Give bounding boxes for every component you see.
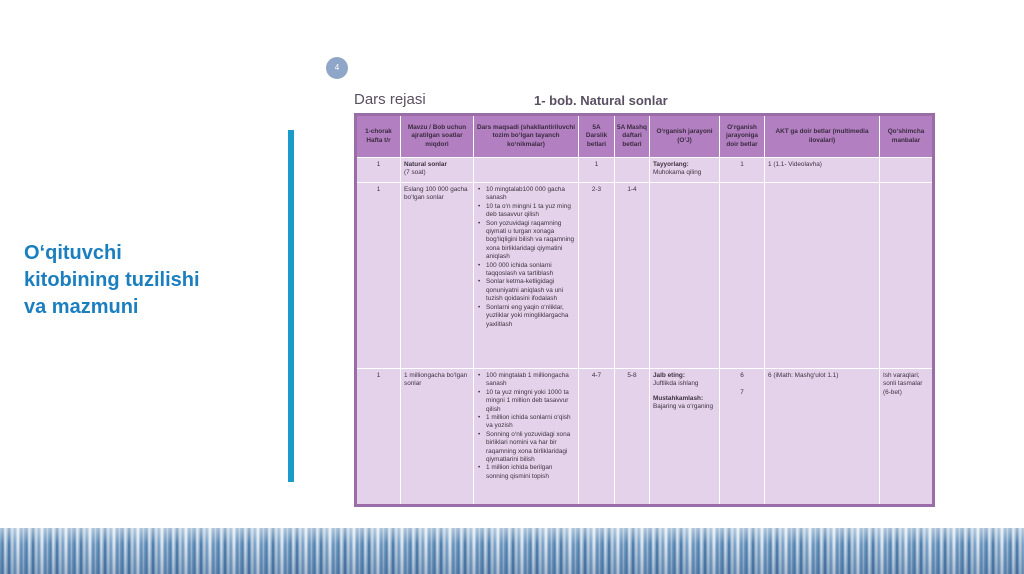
process-pages-cell: 1 [720, 158, 765, 183]
slide-title-line: va mazmuni [24, 296, 139, 318]
goal-item: • 1 million ichida sonlarni o‘qish va yozish [477, 414, 575, 431]
column-header: 1-chorak Hafta t/r [356, 115, 401, 158]
goals-list [477, 372, 575, 481]
week-cell: 1 [356, 158, 401, 183]
doc-chapter-title: 1- bob. Natural sonlar [534, 93, 668, 108]
page-number-badge: 4 [326, 57, 348, 79]
table-header-row [356, 115, 934, 158]
column-header: 5A Darslik betlari [579, 115, 615, 158]
goal-item: • Son yozuvidagi raqamning qiymati u turgan xonaga bog‘liqligini bilish va raqamning xona birliklaridagi qiymatini aniqlash [477, 220, 575, 262]
ict-cell: 1 (1.1- Videolavha) [765, 158, 880, 183]
extra-cell [880, 158, 934, 183]
process-cell [650, 158, 720, 183]
process-text: Muhokama qiling [653, 169, 702, 177]
column-header: Qo‘shimcha manbalar [880, 115, 934, 158]
process-label: Mustahkamlash: [653, 394, 704, 402]
topic-text: 1 milliongacha bo‘lgan sonlar [404, 372, 468, 388]
lesson-plan-table [354, 113, 935, 507]
goal-item: • 100 000 ichida sonlarni taqqoslash va tartiblash [477, 262, 575, 279]
workbook-pages-cell: 1-4 [615, 183, 650, 369]
goal-item: • 100 mingtalab 1 milliongacha sanash [477, 372, 575, 389]
process-label: Tayyorlang: [653, 161, 689, 168]
slide-title-line: O‘qituvchi [24, 242, 122, 264]
goal-item: • 10 mingtalab100 000 gacha sanash [477, 186, 575, 203]
decorative-footer-pattern [0, 528, 1024, 574]
process-text: Juftlikda ishlang [653, 380, 699, 388]
goals-cell [474, 158, 579, 183]
table-row [356, 369, 934, 506]
process-text: Bajaring va o‘rganing [653, 403, 714, 411]
column-header: AKT ga doir betlar (multimedia ilovalari) [765, 115, 880, 158]
slide-title-line: kitobining tuzilishi [24, 269, 200, 291]
column-header: Dars maqsadi (shakllantiriluvchi tozim bo‘lgan tayanch ko‘nikmalar) [474, 115, 579, 158]
topic-text: (7 soat) [404, 169, 426, 177]
topic-cell [401, 183, 474, 369]
topic-text: Eslang 100 000 gacha bo‘lgan sonlar [404, 186, 468, 202]
extra-cell [880, 183, 934, 369]
topic-title: Natural sonlar [404, 161, 447, 168]
goal-item: • 1 million ichida berilgan sonning qismini topish [477, 464, 575, 481]
workbook-pages-cell: 5-8 [615, 369, 650, 506]
accent-bar [288, 130, 294, 482]
week-cell: 1 [356, 369, 401, 506]
topic-cell [401, 158, 474, 183]
table-row [356, 158, 934, 183]
goal-item: • 10 ta yuz mingni yoki 1000 ta mingni 1 million deb tasavvur qilish [477, 389, 575, 414]
ict-cell: 6 (iMath: Mashg‘ulot 1.1) [765, 369, 880, 506]
textbook-pages-cell: 2-3 [579, 183, 615, 369]
column-header: 5A Mashq daftari betlari [615, 115, 650, 158]
goal-item: • 10 ta o‘n mingni 1 ta yuz ming deb tasavvur qilish [477, 203, 575, 220]
column-header: O‘rganish jarayoniga doir betlar [720, 115, 765, 158]
goals-cell [474, 369, 579, 506]
column-header: Mavzu / Bob uchun ajratilgan soatlar miqdori [401, 115, 474, 158]
textbook-pages-cell: 4-7 [579, 369, 615, 506]
goal-item: • Sonning o‘nli yozuvidagi xona birliklari nomini va har bir raqamning xona birliklaridagi qiymatlarini bilish [477, 431, 575, 465]
column-header: O‘rganish jarayoni (O‘J) [650, 115, 720, 158]
topic-cell [401, 369, 474, 506]
process-pages-cell: 6 7 [720, 369, 765, 506]
ict-cell [765, 183, 880, 369]
slide-title [24, 240, 274, 321]
doc-heading: Dars rejasi [354, 91, 426, 108]
process-label: Jalb eting: [653, 372, 685, 379]
process-cell [650, 369, 720, 506]
process-pages-cell [720, 183, 765, 369]
week-cell: 1 [356, 183, 401, 369]
textbook-pages-cell: 1 [579, 158, 615, 183]
table-row [356, 183, 934, 369]
goal-item: • Sonlar ketma-ketligidagi qonuniyatni aniqlash va uni tuzish qoidasini ifodalash [477, 278, 575, 303]
goal-item: • Sonlarni eng yaqin o‘nliklar, yuzliklar yoki mingliklargacha yaxlitlash [477, 304, 575, 329]
process-cell [650, 183, 720, 369]
goals-list [477, 186, 575, 329]
workbook-pages-cell [615, 158, 650, 183]
extra-cell: Ish varaqlari; sonli tasmalar (6-bet) [880, 369, 934, 506]
goals-cell [474, 183, 579, 369]
